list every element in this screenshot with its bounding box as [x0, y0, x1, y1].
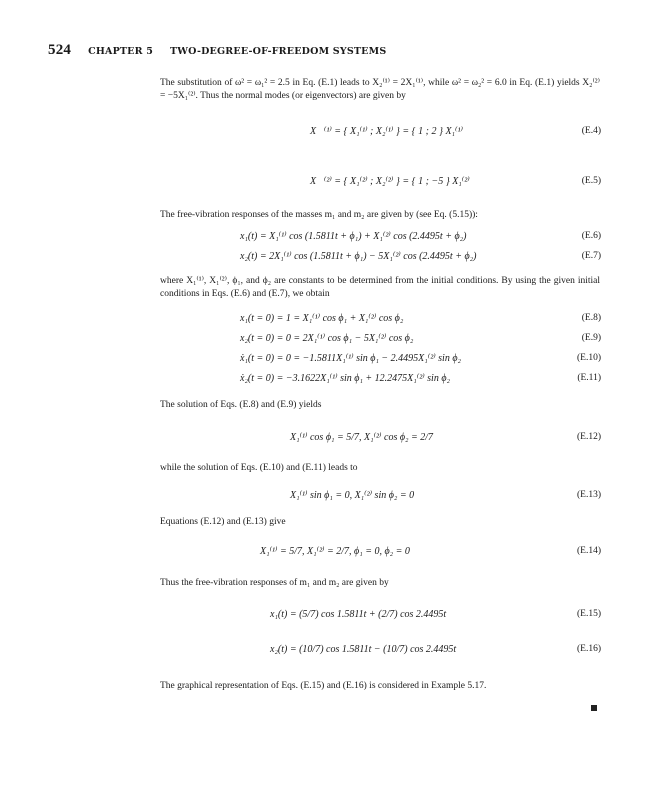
equation-e9: x₂(t = 0) = 0 = 2X₁⁽¹⁾ cos ϕ₁ − 5X₁⁽²⁾ cos ϕ₂ [240, 333, 414, 344]
paragraph-graphical: The graphical representation of Eqs. (E.15) and (E.16) is considered in Example 5.17. [160, 681, 487, 691]
equation-number-e12: (E.12) [576, 432, 601, 442]
paragraph-constants: where X₁⁽¹⁾, X₁⁽²⁾, ϕ₁, and ϕ₂ are constants to be determined from the initial conditions. By using the given initial conditions in Eqs. (E.6) and (E.7), we obtain [160, 276, 600, 299]
equation-e8: x₁(t = 0) = 1 = X₁⁽¹⁾ cos ϕ₁ + X₁⁽²⁾ cos ϕ₂ [240, 313, 404, 324]
equation-e13: X₁⁽¹⁾ sin ϕ₁ = 0, X₁⁽²⁾ sin ϕ₂ = 0 [290, 490, 415, 501]
paragraph-equations-give: Equations (E.12) and (E.13) give [160, 517, 286, 527]
equation-e16: x₂(t) = (10/7) cos 1.5811t − (10/7) cos 2.4495t [270, 644, 457, 655]
paragraph-normal-modes: The substitution of ω² = ω₁² = 2.5 in Eq. (E.1) leads to X₂⁽¹⁾ = 2X₁⁽¹⁾, while ω² = ω₂² = 6.0 in Eq. (E.1) yields X₂⁽²⁾ = −5X₁⁽²⁾. Thus the normal modes (or eigenvectors) are given by [160, 78, 600, 101]
equation-e6: x₁(t) = X₁⁽¹⁾ cos (1.5811t + ϕ₁) + X₁⁽²⁾ cos (2.4495t + ϕ₂) [240, 231, 467, 242]
page-number: 524 [48, 42, 72, 58]
chapter-label: CHAPTER 5 [88, 46, 154, 57]
equation-e4: X⃗⁽¹⁾ = { X₁⁽¹⁾ ; X₂⁽¹⁾ } = { 1 ; 2 } X₁⁽¹⁾ [310, 126, 463, 137]
equation-number-e10: (E.10) [576, 353, 601, 363]
paragraph-free-vibration: The free-vibration responses of the masses m₁ and m₂ are given by (see Eq. (5.15)): [160, 210, 478, 220]
equation-number-e7: (E.7) [581, 251, 601, 261]
chapter-title: TWO-DEGREE-OF-FREEDOM SYSTEMS [170, 46, 387, 57]
equation-number-e13: (E.13) [576, 490, 601, 500]
equation-e5: X⃗⁽²⁾ = { X₁⁽²⁾ ; X₂⁽²⁾ } = { 1 ; −5 } X₁⁽²⁾ [310, 176, 470, 187]
equation-number-e5: (E.5) [581, 176, 601, 186]
paragraph-responses: Thus the free-vibration responses of m₁ and m₂ are given by [160, 578, 389, 588]
equation-number-e11: (E.11) [577, 373, 601, 383]
equation-e11: ẋ₂(t = 0) = −3.1622X₁⁽¹⁾ sin ϕ₁ + 12.2475X₁⁽²⁾ sin ϕ₂ [240, 373, 450, 384]
equation-e12: X₁⁽¹⁾ cos ϕ₁ = 5/7, X₁⁽²⁾ cos ϕ₂ = 2/7 [290, 432, 434, 443]
equation-e7: x₂(t) = 2X₁⁽¹⁾ cos (1.5811t + ϕ₁) − 5X₁⁽²⁾ cos (2.4495t + ϕ₂) [240, 251, 477, 262]
equation-number-e15: (E.15) [576, 609, 601, 619]
running-header [48, 42, 386, 59]
equation-e15: x₁(t) = (5/7) cos 1.5811t + (2/7) cos 2.4495t [270, 609, 447, 620]
equation-number-e8: (E.8) [581, 313, 601, 323]
paragraph-solution-e8-e9: The solution of Eqs. (E.8) and (E.9) yields [160, 400, 322, 410]
equation-number-e6: (E.6) [581, 231, 601, 241]
equation-number-e16: (E.16) [576, 644, 601, 654]
equation-number-e14: (E.14) [576, 546, 601, 556]
equation-number-e9: (E.9) [581, 333, 601, 343]
equation-number-e4: (E.4) [581, 126, 601, 136]
equation-e10: ẋ₁(t = 0) = 0 = −1.5811X₁⁽¹⁾ sin ϕ₁ − 2.4495X₁⁽²⁾ sin ϕ₂ [240, 353, 461, 364]
end-of-example-square-icon [591, 705, 597, 711]
paragraph-solution-e10-e11: while the solution of Eqs. (E.10) and (E.11) leads to [160, 463, 358, 473]
equation-e14: X₁⁽¹⁾ = 5/7, X₁⁽²⁾ = 2/7, ϕ₁ = 0, ϕ₂ = 0 [260, 546, 410, 557]
